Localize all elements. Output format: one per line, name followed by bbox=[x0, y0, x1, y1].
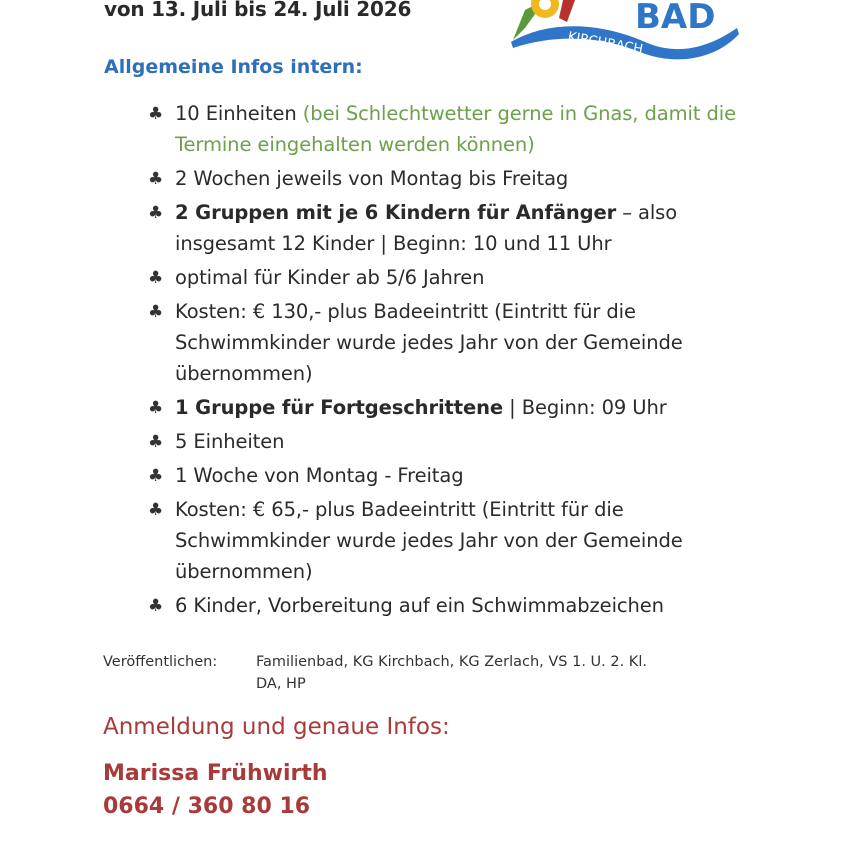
list-item: ♣ 2 Wochen jeweils von Montag bis Freitag bbox=[148, 163, 748, 194]
section-title: Allgemeine Infos intern: bbox=[104, 56, 363, 78]
logo-subtitle: KIRCHBACH bbox=[566, 29, 645, 58]
list-item: ♣ 2 Gruppen mit je 6 Kindern für Anfänger – also insgesamt 12 Kinder | Beginn: 10 und 11 Uhr bbox=[148, 197, 748, 259]
bad-kirchbach-logo bbox=[505, 0, 745, 70]
contact-phone[interactable]: 0664 / 360 80 16 bbox=[103, 794, 311, 819]
publish-value: Familienbad, KG Kirchbach, KG Zerlach, VS 1. U. 2. Kl. DA, HP bbox=[256, 654, 647, 692]
logo-graphic-icon bbox=[505, 0, 745, 70]
club-bullet-icon: ♣ bbox=[148, 169, 164, 189]
club-bullet-icon: ♣ bbox=[148, 268, 164, 288]
logo-word: BAD bbox=[635, 0, 716, 37]
list-item: ♣ optimal für Kinder ab 5/6 Jahren bbox=[148, 262, 748, 293]
list-item: ♣ Kosten: € 130,- plus Badeeintritt (Eintritt für die Schwimmkinder wurde jedes Jahr von der Gemeinde übernommen) bbox=[148, 296, 748, 389]
list-item: ♣ 1 Gruppe für Fortgeschrittene | Beginn: 09 Uhr bbox=[148, 392, 748, 423]
club-bullet-icon: ♣ bbox=[148, 466, 164, 486]
club-bullet-icon: ♣ bbox=[148, 302, 164, 322]
list-item: ♣ 6 Kinder, Vorbereitung auf ein Schwimmabzeichen bbox=[148, 590, 748, 621]
club-bullet-icon: ♣ bbox=[148, 596, 164, 616]
club-bullet-icon: ♣ bbox=[148, 203, 164, 223]
club-bullet-icon: ♣ bbox=[148, 398, 164, 418]
contact-name: Marissa Frühwirth bbox=[103, 761, 328, 786]
list-item: ♣ Kosten: € 65,- plus Badeeintritt (Eintritt für die Schwimmkinder wurde jedes Jahr von der Gemeinde übernommen) bbox=[148, 494, 748, 587]
signup-heading: Anmeldung und genaue Infos: bbox=[103, 714, 450, 740]
info-list bbox=[148, 98, 748, 624]
publish-label: Veröffentlichen: bbox=[103, 654, 218, 670]
date-range: von 13. Juli bis 24. Juli 2026 bbox=[104, 0, 412, 21]
list-item: ♣ 1 Woche von Montag - Freitag bbox=[148, 460, 748, 491]
list-item: ♣ 5 Einheiten bbox=[148, 426, 748, 457]
weather-note: (bei Schlechtwetter gerne in Gnas, damit die Termine eingehalten werden können) bbox=[175, 102, 736, 156]
club-bullet-icon: ♣ bbox=[148, 432, 164, 452]
club-bullet-icon: ♣ bbox=[148, 104, 164, 124]
club-bullet-icon: ♣ bbox=[148, 500, 164, 520]
list-item: ♣ 10 Einheiten (bei Schlechtwetter gerne in Gnas, damit die Termine eingehalten werden können) bbox=[148, 98, 748, 160]
